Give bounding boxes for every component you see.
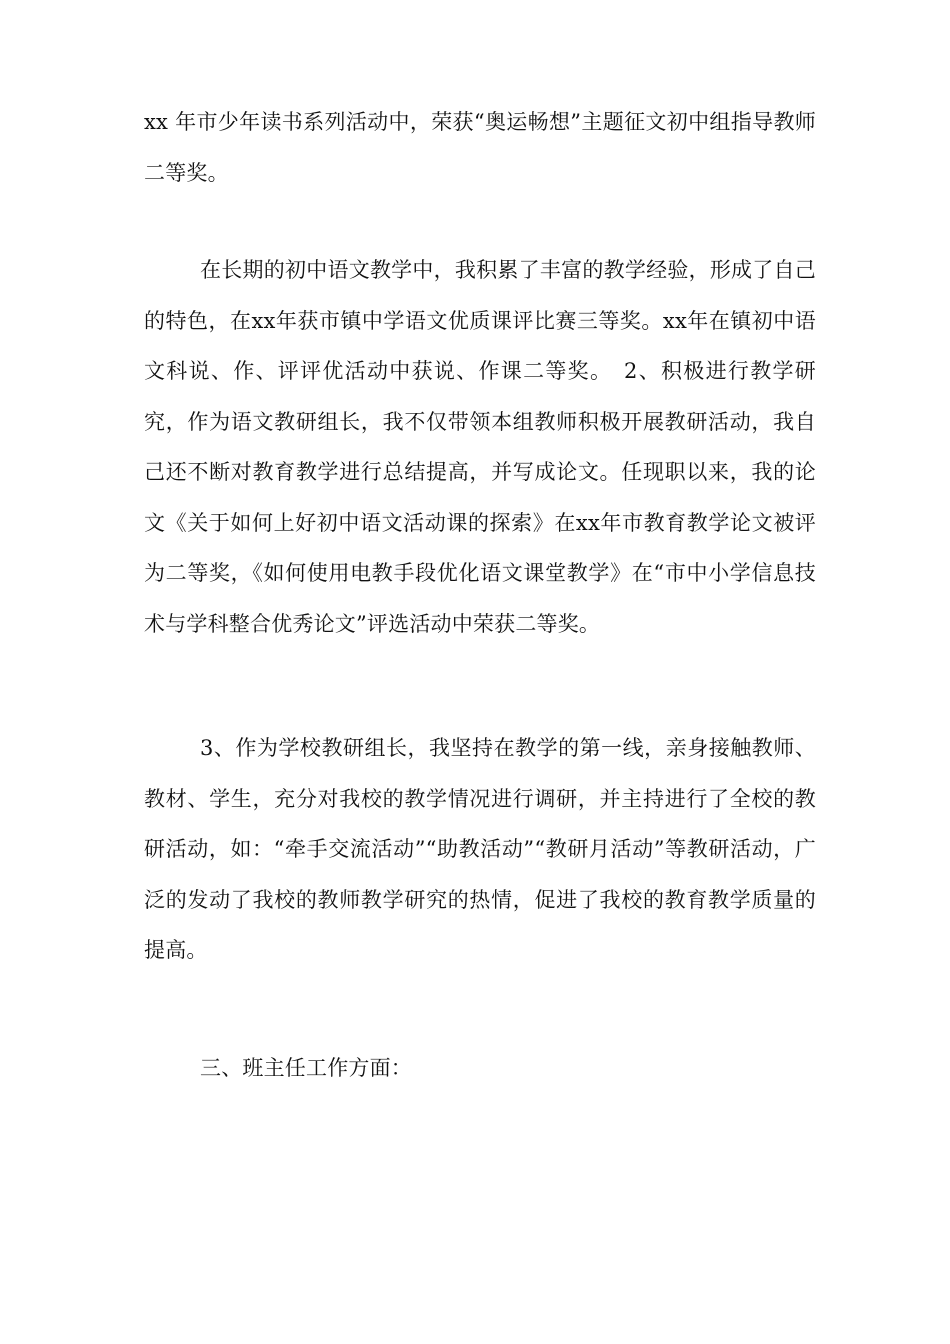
paragraph-teaching-research: 3、作为学校教研组长，我坚持在教学的第一线，亲身接触教师、教材、学生，充分对我校的教学情况进行调研，并主持进行了全校的教研活动，如：“牵手交流活动”“助教活动”“教研月活动”等教研活动，广泛的发动了我校的教师教学研究的热情，促进了我校的教育教学质量的提高。 — [144, 736, 816, 962]
section-heading-class-teacher: 三、班主任工作方面： — [200, 1056, 412, 1080]
paragraph-award-essay: xx 年市少年读书系列活动中，荣获“奥运畅想”主题征文初中组指导教师二等奖。 — [144, 110, 816, 185]
paragraph-teaching-experience: 在长期的初中语文教学中，我积累了丰富的教学经验，形成了自己的特色，在xx年获市镇中学语文优质课评比赛三等奖。xx年在镇初中语文科说、作、评评优活动中获说、作课二等奖。 2、积极进行教学研究，作为语文教研组长，我不仅带领本组教师积极开展教研活动，我自己还不断对教育教学进行总结提高，并写成论文。任现职以来，我的论文《关于如何上好初中语文活动课的探索》在xx年市教育教学论文被评为二等奖，《如何使用电教手段优化语文课堂教学》在“市中小学信息技术与学科整合优秀论文”评选活动中荣获二等奖。 — [144, 258, 816, 636]
